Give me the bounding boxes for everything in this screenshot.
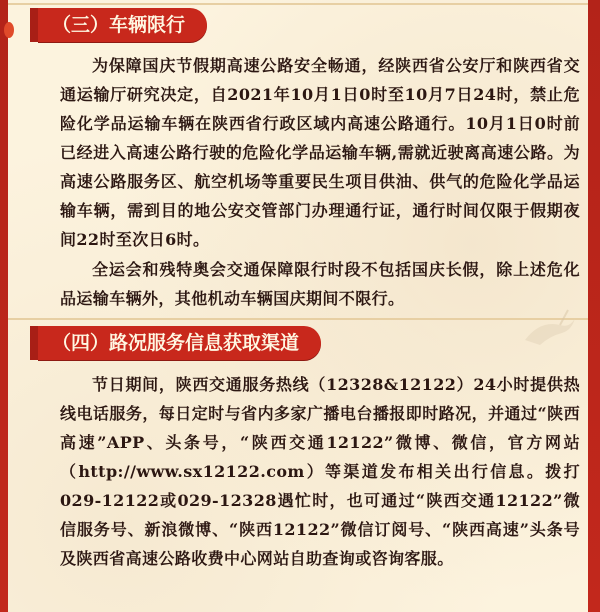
paragraph-vehicle-restriction-main: 为保障国庆节假期高速公路安全畅通，经陕西省公安厅和陕西省交通运输厅研究决定，自2021年10月1日0时至10月7日24时，禁止危险化学品运输车辆在陕西省行政区域内高速公路通行。10月1日0时前已经进入高速公路行驶的危险化学品运输车辆,需就近驶离高速公路。为高速公路服务区、航空机场等重要民生项目供油、供气的危险化学品运输车辆，需到目的地公安交管部门办理通行证，通行时间仅限于假期夜间22时至次日6时。 xyxy=(60,56,580,249)
paragraph-vehicle-restriction-note: 全运会和残特奥会交通保障限行时段不包括国庆长假，除上述危化品运输车辆外，其他机动车辆国庆期间不限行。 xyxy=(60,260,580,308)
section-heading-road-info-channels: （四）路况服务信息获取渠道 xyxy=(38,326,321,360)
content-sheet xyxy=(8,0,588,612)
section-heading-vehicle-restriction: （三）车辆限行 xyxy=(38,8,207,42)
middle-divider xyxy=(8,318,588,320)
paragraph-road-info-channels: 节日期间，陕西交通服务热线（12328&12122）24小时提供热线电话服务，每日定时与省内多家广播电台播报即时路况，并通过“陕西高速”APP、头条号，“陕西交通12122”微博、微信，官方网站（http://www.sx12122.com）等渠道发布相关出行信息。拨打029-12122或029-12328遇忙时，也可通过“陕西交通12122”微信服务号、新浪微博、“陕西12122”微信订阅号、“陕西高速”头条号及陕西省高速公路收费中心网站自助查询或咨询客服。 xyxy=(60,375,580,568)
top-divider xyxy=(8,3,588,5)
crane-decoration-icon xyxy=(520,300,580,360)
lantern-decoration xyxy=(4,22,14,38)
